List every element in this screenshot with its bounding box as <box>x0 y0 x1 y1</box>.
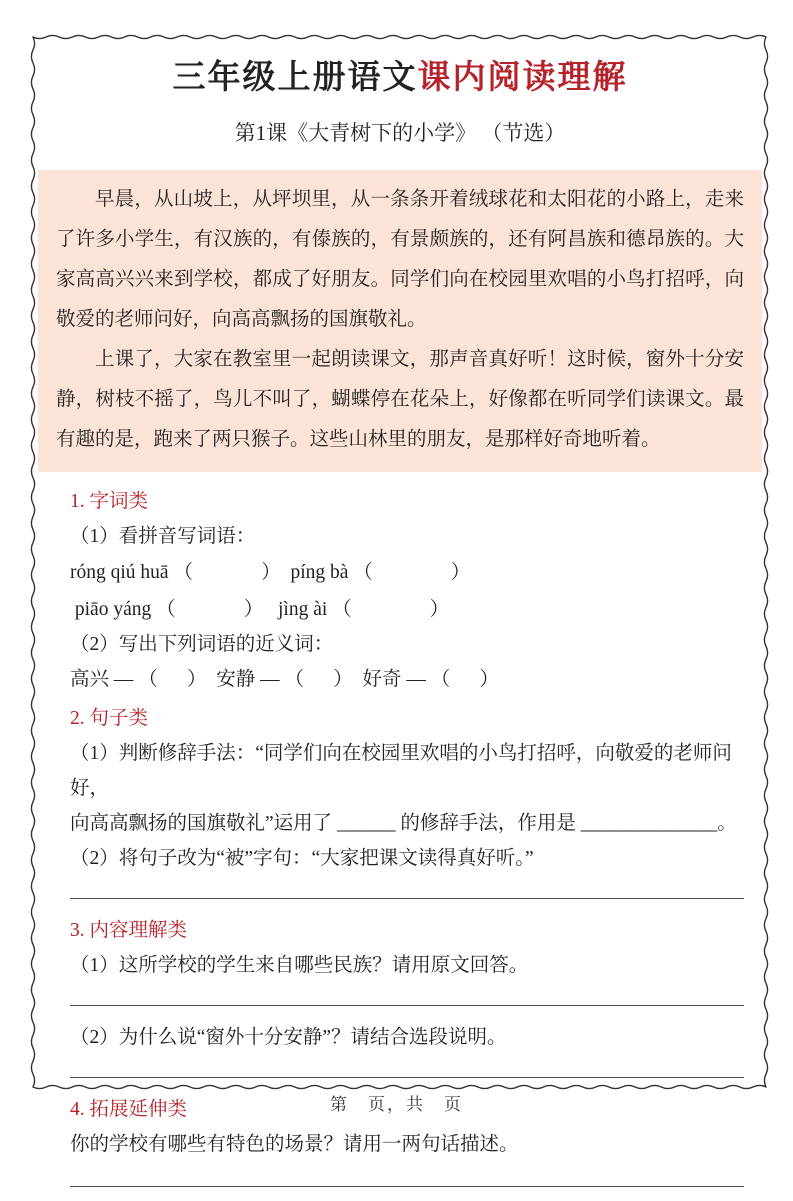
answer-line <box>70 898 744 899</box>
section-2-question-2: （2）将句子改为“被”字句：“大家把课文读得真好听。” <box>70 848 534 869</box>
worksheet-page <box>38 42 762 1201</box>
answer-line <box>70 1005 744 1006</box>
pinyin-blank-row-2: piāo yáng （ ） jìng ài （ ） <box>70 599 450 620</box>
section-2-question-1-line-2: 向高高飘扬的国旗敬礼”运用了 ______ 的修辞手法，作用是 ______________。 <box>70 813 737 834</box>
section-2-question-1-line-1: （1）判断修辞手法：“同学们向在校园里欢唱的小鸟打招呼，向敬爱的老师问好， <box>70 743 732 799</box>
section-3-question-1: （1）这所学校的学生来自哪些民族？请用原文回答。 <box>70 955 529 976</box>
page-title <box>38 56 762 100</box>
section-3-heading: 3. 内容理解类 <box>70 920 188 941</box>
page-title-black-part: 三年级上册语文 <box>172 60 418 96</box>
lesson-subtitle: 第1课《大青树下的小学》 （节选） <box>234 121 566 145</box>
page-title-red-part: 课内阅读理解 <box>417 60 628 96</box>
section-1-question-1: （1）看拼音写词语： <box>70 526 256 547</box>
section-1-heading: 1. 字词类 <box>70 491 149 512</box>
question-sections <box>70 484 744 1187</box>
answer-line <box>70 1077 744 1078</box>
pinyin-blank-row-1: róng qiú huā （ ） píng bà （ ） <box>70 562 471 583</box>
passage-paragraph-1: 早晨，从山坡上，从坪坝里，从一条条开着绒球花和太阳花的小路上，走来了许多小学生，有汉族的，有傣族的，有景颇族的，还有阿昌族和德昂族的。大家高高兴兴来到学校，都成了好朋友。同学们向在校园里欢唱的小鸟打招呼，向敬爱的老师问好，向高高飘扬的国旗敬礼。 <box>56 189 744 330</box>
section-4-heading: 4. 拓展延伸类 <box>70 1099 188 1120</box>
synonyms-blank-row: 高兴 — （ ） 安静 — （ ） 好奇 — （ ） <box>70 669 500 690</box>
reading-passage <box>38 170 762 472</box>
section-3-question-2: （2）为什么说“窗外十分安静”？请结合选段说明。 <box>70 1027 507 1048</box>
page-footer: 第 页，共 页 <box>330 1095 463 1114</box>
passage-paragraph-2: 上课了，大家在教室里一起朗读课文，那声音真好听！这时候，窗外十分安静，树枝不摇了，鸟儿不叫了，蝴蝶停在花朵上，好像都在听同学们读课文。最有趣的是，跑来了两只猴子。这些山林里的朋友，是那样好奇地听着。 <box>56 349 744 450</box>
section-2-heading: 2. 句子类 <box>70 708 149 729</box>
section-4-question-1: 你的学校有哪些有特色的场景？请用一两句话描述。 <box>70 1134 519 1155</box>
answer-line <box>70 1186 744 1187</box>
section-1-question-2: （2）写出下列词语的近义词： <box>70 634 334 655</box>
